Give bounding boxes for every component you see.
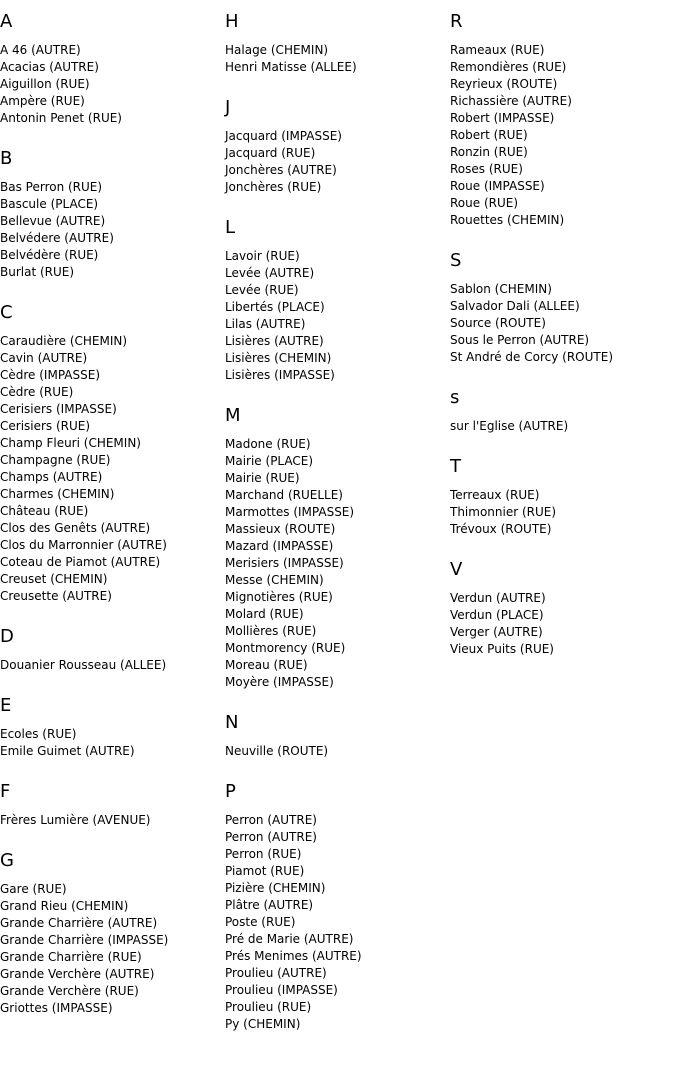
street-item: Lavoir (RUE) xyxy=(225,249,300,263)
street-item: Ampère (RUE) xyxy=(0,94,85,108)
street-item: Mairie (RUE) xyxy=(225,471,300,485)
street-item: Grande Verchère (AUTRE) xyxy=(0,967,155,981)
street-item: Emile Guimet (AUTRE) xyxy=(0,744,135,758)
street-item: Grande Charrière (IMPASSE) xyxy=(0,933,169,947)
street-item: Reyrieux (ROUTE) xyxy=(450,77,558,91)
street-item: Cerisiers (IMPASSE) xyxy=(0,402,117,416)
street-item: Champagne (RUE) xyxy=(0,453,111,467)
street-item: Vieux Puits (RUE) xyxy=(450,642,554,656)
street-item: Proulieu (IMPASSE) xyxy=(225,983,338,997)
letter-heading: H xyxy=(225,11,239,32)
letter-group xyxy=(225,780,447,1033)
street-item: Madone (RUE) xyxy=(225,437,311,451)
street-list xyxy=(450,487,672,538)
letter-heading: T xyxy=(450,456,461,477)
street-item: Mairie (PLACE) xyxy=(225,454,314,468)
street-item: Cèdre (IMPASSE) xyxy=(0,368,100,382)
street-item: Levée (RUE) xyxy=(225,283,299,297)
street-item: Champs (AUTRE) xyxy=(0,470,103,484)
letter-group xyxy=(0,625,222,674)
letter-heading: F xyxy=(0,781,11,802)
street-item: sur l'Eglise (AUTRE) xyxy=(450,419,569,433)
street-item: Perron (AUTRE) xyxy=(225,813,317,827)
street-item: Trévoux (ROUTE) xyxy=(450,522,552,536)
street-list xyxy=(225,248,447,384)
street-item: Py (CHEMIN) xyxy=(225,1017,301,1031)
letter-group xyxy=(450,558,672,658)
street-item: Robert (IMPASSE) xyxy=(450,111,555,125)
letter-heading: E xyxy=(0,695,12,716)
street-item: Pizière (CHEMIN) xyxy=(225,881,326,895)
letter-heading: s xyxy=(450,387,460,408)
street-item: Moreau (RUE) xyxy=(225,658,308,672)
street-list xyxy=(225,128,447,196)
letter-heading: D xyxy=(0,626,14,647)
street-item: Roue (RUE) xyxy=(450,196,519,210)
street-item: Griottes (IMPASSE) xyxy=(0,1001,113,1015)
street-item: Verger (AUTRE) xyxy=(450,625,543,639)
street-item: Messe (CHEMIN) xyxy=(225,573,324,587)
street-item: Clos des Genêts (AUTRE) xyxy=(0,521,151,535)
street-item: Molard (RUE) xyxy=(225,607,304,621)
street-item: Belvédère (RUE) xyxy=(0,248,99,262)
street-item: Roses (RUE) xyxy=(450,162,523,176)
street-item: Proulieu (RUE) xyxy=(225,1000,312,1014)
street-item: Levée (AUTRE) xyxy=(225,266,315,280)
street-item: Libertés (PLACE) xyxy=(225,300,325,314)
index-column-3 xyxy=(450,10,672,678)
street-list xyxy=(0,179,222,281)
letter-heading: N xyxy=(225,712,239,733)
street-list xyxy=(225,812,447,1033)
street-item: Neuville (ROUTE) xyxy=(225,744,329,758)
street-item: Richassière (AUTRE) xyxy=(450,94,572,108)
street-item: Thimonnier (RUE) xyxy=(450,505,557,519)
street-item: Remondières (RUE) xyxy=(450,60,567,74)
street-item: Henri Matisse (ALLEE) xyxy=(225,60,357,74)
letter-heading: L xyxy=(225,217,236,238)
letter-group xyxy=(0,694,222,760)
letter-group xyxy=(0,849,222,1017)
street-item: Lilas (AUTRE) xyxy=(225,317,306,331)
street-item: Marmottes (IMPASSE) xyxy=(225,505,355,519)
street-item: Bellevue (AUTRE) xyxy=(0,214,106,228)
street-item: Ronzin (RUE) xyxy=(450,145,528,159)
street-item: Mignotières (RUE) xyxy=(225,590,333,604)
street-item: Proulieu (AUTRE) xyxy=(225,966,327,980)
street-item: Sablon (CHEMIN) xyxy=(450,282,552,296)
street-list xyxy=(0,42,222,127)
street-item: Poste (RUE) xyxy=(225,915,296,929)
letter-heading: B xyxy=(0,148,13,169)
street-item: Piamot (RUE) xyxy=(225,864,305,878)
letter-group xyxy=(225,711,447,760)
street-item: Jonchères (RUE) xyxy=(225,180,322,194)
street-list xyxy=(0,812,222,829)
street-item: Aiguillon (RUE) xyxy=(0,77,90,91)
street-item: Acacias (AUTRE) xyxy=(0,60,99,74)
street-list xyxy=(225,743,447,760)
letter-heading: M xyxy=(225,405,241,426)
street-item: Coteau de Piamot (AUTRE) xyxy=(0,555,161,569)
letter-group xyxy=(0,780,222,829)
street-item: Roue (IMPASSE) xyxy=(450,179,545,193)
street-item: Clos du Marronnier (AUTRE) xyxy=(0,538,167,552)
street-list xyxy=(225,436,447,691)
street-item: Mollières (RUE) xyxy=(225,624,317,638)
street-item: Cèdre (RUE) xyxy=(0,385,74,399)
street-item: Marchand (RUELLE) xyxy=(225,488,343,502)
street-item: Cerisiers (RUE) xyxy=(0,419,91,433)
street-item: Perron (AUTRE) xyxy=(225,830,317,844)
letter-heading: C xyxy=(0,302,13,323)
letter-heading: A xyxy=(0,11,13,32)
street-item: Frères Lumière (AVENUE) xyxy=(0,813,151,827)
street-list xyxy=(450,42,672,229)
letter-group xyxy=(225,96,447,196)
street-item: Robert (RUE) xyxy=(450,128,528,142)
letter-heading: S xyxy=(450,250,462,271)
street-item: Champ Fleuri (CHEMIN) xyxy=(0,436,141,450)
street-item: Creuset (CHEMIN) xyxy=(0,572,108,586)
street-item: Grande Charrière (AUTRE) xyxy=(0,916,158,930)
street-item: Ecoles (RUE) xyxy=(0,727,77,741)
letter-group xyxy=(450,10,672,229)
street-item: Château (RUE) xyxy=(0,504,89,518)
street-item: Perron (RUE) xyxy=(225,847,302,861)
street-item: Montmorency (RUE) xyxy=(225,641,346,655)
street-item: Jacquard (IMPASSE) xyxy=(225,129,342,143)
street-list xyxy=(225,42,447,76)
street-item: Belvédere (AUTRE) xyxy=(0,231,114,245)
street-item: Cavin (AUTRE) xyxy=(0,351,88,365)
letter-group xyxy=(0,10,222,127)
street-item: Verdun (AUTRE) xyxy=(450,591,546,605)
letter-heading: P xyxy=(225,781,236,802)
street-item: Moyère (IMPASSE) xyxy=(225,675,334,689)
letter-group xyxy=(225,10,447,76)
index-column-2 xyxy=(225,10,447,1053)
street-list xyxy=(0,726,222,760)
street-item: Plâtre (AUTRE) xyxy=(225,898,314,912)
letter-heading: R xyxy=(450,11,463,32)
letter-group xyxy=(450,455,672,538)
street-list xyxy=(0,881,222,1017)
street-item: Antonin Penet (RUE) xyxy=(0,111,122,125)
street-item: St André de Corcy (ROUTE) xyxy=(450,350,613,364)
letter-group xyxy=(225,216,447,384)
index-column-1 xyxy=(0,10,222,1037)
street-item: Salvador Dali (ALLEE) xyxy=(450,299,580,313)
street-list xyxy=(450,281,672,366)
street-item: Terreaux (RUE) xyxy=(450,488,540,502)
street-item: Verdun (PLACE) xyxy=(450,608,544,622)
street-item: Douanier Rousseau (ALLEE) xyxy=(0,658,167,672)
street-list xyxy=(0,657,222,674)
street-list xyxy=(450,590,672,658)
letter-group xyxy=(225,404,447,691)
street-list xyxy=(0,333,222,605)
street-item: Lisières (IMPASSE) xyxy=(225,368,335,382)
letter-heading: G xyxy=(0,850,14,871)
street-item: Lisières (CHEMIN) xyxy=(225,351,332,365)
street-item: Grande Charrière (RUE) xyxy=(0,950,142,964)
street-item: Bas Perron (RUE) xyxy=(0,180,103,194)
street-item: Rameaux (RUE) xyxy=(450,43,545,57)
letter-heading: J xyxy=(225,97,231,118)
street-list xyxy=(450,418,672,435)
street-item: Prés Menimes (AUTRE) xyxy=(225,949,362,963)
letter-group xyxy=(0,301,222,605)
street-item: Source (ROUTE) xyxy=(450,316,546,330)
letter-heading: V xyxy=(450,559,463,580)
street-item: Creusette (AUTRE) xyxy=(0,589,112,603)
street-item: Lisières (AUTRE) xyxy=(225,334,324,348)
street-item: Pré de Marie (AUTRE) xyxy=(225,932,354,946)
street-item: Rouettes (CHEMIN) xyxy=(450,213,565,227)
letter-group xyxy=(450,386,672,435)
street-item: Sous le Perron (AUTRE) xyxy=(450,333,590,347)
street-item: Jonchères (AUTRE) xyxy=(225,163,337,177)
letter-group xyxy=(450,249,672,366)
street-item: Jacquard (RUE) xyxy=(225,146,316,160)
street-item: Caraudière (CHEMIN) xyxy=(0,334,128,348)
street-item: Mazard (IMPASSE) xyxy=(225,539,334,553)
street-item: Grande Verchère (RUE) xyxy=(0,984,139,998)
street-item: Gare (RUE) xyxy=(0,882,67,896)
street-item: Charmes (CHEMIN) xyxy=(0,487,115,501)
street-item: Bascule (PLACE) xyxy=(0,197,99,211)
street-item: Grand Rieu (CHEMIN) xyxy=(0,899,129,913)
street-item: Burlat (RUE) xyxy=(0,265,75,279)
street-item: A 46 (AUTRE) xyxy=(0,43,81,57)
street-item: Merisiers (IMPASSE) xyxy=(225,556,344,570)
street-item: Massieux (ROUTE) xyxy=(225,522,336,536)
street-item: Halage (CHEMIN) xyxy=(225,43,329,57)
letter-group xyxy=(0,147,222,281)
